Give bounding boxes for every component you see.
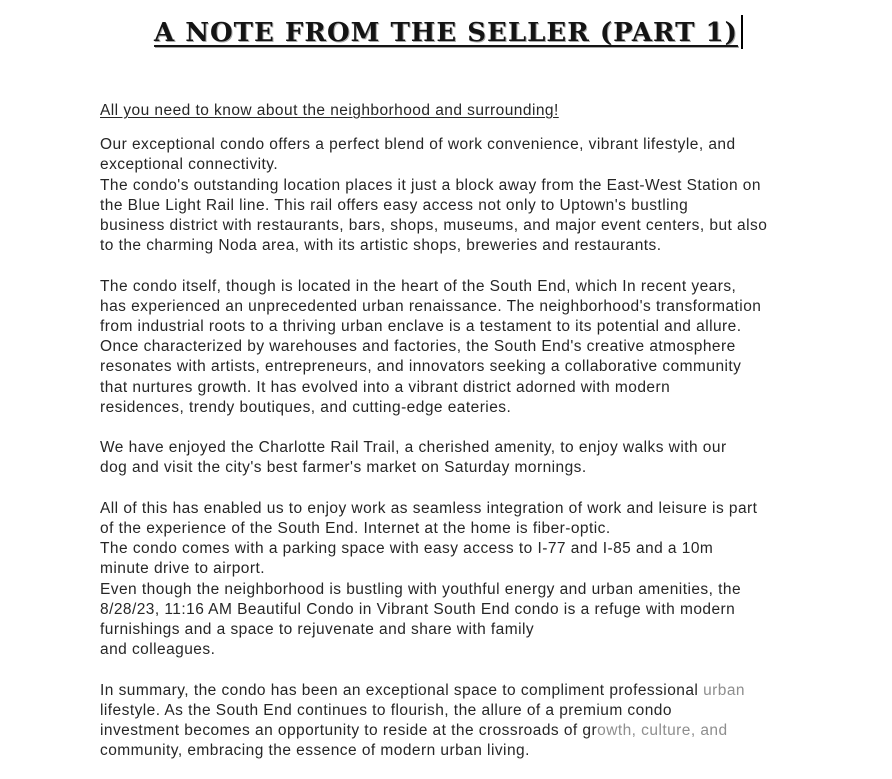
text-line[interactable] [100, 580, 797, 600]
text-segment: Our exceptional condo offers a perfect blend of work convenience, vibrant lifestyle, and [100, 136, 736, 154]
text-segment: to the charming Noda area, with its artistic shops, breweries and restaurants. [100, 237, 662, 255]
text-line[interactable] [100, 681, 797, 701]
text-cursor [741, 15, 743, 49]
text-line[interactable] [100, 357, 797, 377]
text-segment: community, embracing the essence of modern urban living. [100, 742, 530, 760]
text-line[interactable] [100, 539, 797, 559]
text-segment: from industrial roots to a thriving urban enclave is a testament to its potential and allure. [100, 318, 742, 336]
paragraph[interactable] [100, 499, 797, 661]
paragraph[interactable] [100, 438, 797, 478]
text-segment: 8/28/23, 11:16 AM Beautiful Condo in Vibrant South End condo is a refuge with modern [100, 600, 736, 618]
text-segment: of the experience of the South End. Internet at the home is fiber-optic. [100, 520, 611, 538]
text-line[interactable] [100, 317, 797, 337]
text-line[interactable] [100, 277, 797, 297]
text-line[interactable] [100, 620, 797, 640]
text-line[interactable] [100, 337, 797, 357]
text-segment: The condo comes with a parking space with easy access to I-77 and I-85 and a 10m [100, 540, 714, 558]
faded-text-segment: urban [703, 681, 745, 699]
text-line[interactable] [100, 600, 797, 620]
text-segment: In summary, the condo has been an exceptional space to compliment professional [100, 681, 704, 699]
text-segment: resonates with artists, entrepreneurs, and innovators seeking a collaborative community [100, 358, 742, 376]
text-line[interactable] [100, 135, 797, 155]
text-segment: investment becomes an opportunity to reside at the crossroads of gr [100, 722, 598, 740]
text-line[interactable] [100, 216, 797, 236]
paragraph[interactable] [100, 277, 797, 418]
document-body [100, 135, 797, 761]
text-line[interactable] [100, 559, 797, 579]
text-line[interactable] [100, 155, 797, 175]
document-title-row [100, 13, 797, 53]
text-line[interactable] [100, 297, 797, 317]
text-line[interactable] [100, 398, 797, 418]
text-line[interactable] [100, 640, 797, 660]
document-title[interactable]: A NOTE FROM THE SELLER (PART 1) [154, 18, 738, 48]
text-segment: The condo's outstanding location places it just a block away from the East-West Station on [100, 176, 761, 194]
text-segment: lifestyle. As the South End continues to flourish, the allure of a premium condo [100, 701, 672, 719]
text-line[interactable] [100, 378, 797, 398]
text-line[interactable] [100, 438, 797, 458]
text-line[interactable] [100, 499, 797, 519]
text-segment: that nurtures growth. It has evolved into a vibrant district adorned with modern [100, 378, 671, 396]
text-line[interactable] [100, 236, 797, 256]
text-line[interactable] [100, 196, 797, 216]
section-heading[interactable]: All you need to know about the neighborhood and surrounding! [100, 102, 559, 119]
text-segment: furnishings and a space to rejuvenate and share with family [100, 621, 535, 639]
text-segment: dog and visit the city's best farmer's market on Saturday mornings. [100, 459, 587, 477]
text-segment: Once characterized by warehouses and factories, the South End's creative atmosphere [100, 338, 736, 356]
text-segment: exceptional connectivity. [100, 156, 279, 174]
text-segment: minute drive to airport. [100, 560, 266, 578]
text-segment: We have enjoyed the Charlotte Rail Trail, a cherished amenity, to enjoy walks with our [100, 439, 727, 457]
paragraph[interactable] [100, 135, 797, 256]
text-line[interactable] [100, 519, 797, 539]
text-line[interactable] [100, 701, 797, 721]
text-segment: The condo itself, though is located in the heart of the South End, which In recent years, [100, 277, 737, 295]
paragraph[interactable] [100, 681, 797, 762]
text-segment: residences, trendy boutiques, and cutting-edge eateries. [100, 398, 512, 416]
text-segment: Even though the neighborhood is bustling with youthful energy and urban amenities, the [100, 580, 742, 598]
text-segment: has experienced an unprecedented urban renaissance. The neighborhood's transformation [100, 297, 762, 315]
text-line[interactable] [100, 741, 797, 761]
text-line[interactable] [100, 176, 797, 196]
text-segment: All of this has enabled us to enjoy work as seamless integration of work and leisure is part [100, 499, 758, 517]
text-line[interactable] [100, 458, 797, 478]
faded-text-segment: owth, culture, and [597, 722, 728, 740]
text-segment: and colleagues. [100, 641, 216, 659]
text-line[interactable] [100, 721, 797, 741]
text-segment: business district with restaurants, bars, shops, museums, and major event centers, but also [100, 217, 768, 235]
text-segment: the Blue Light Rail line. This rail offers easy access not only to Uptown's bustling [100, 196, 689, 214]
